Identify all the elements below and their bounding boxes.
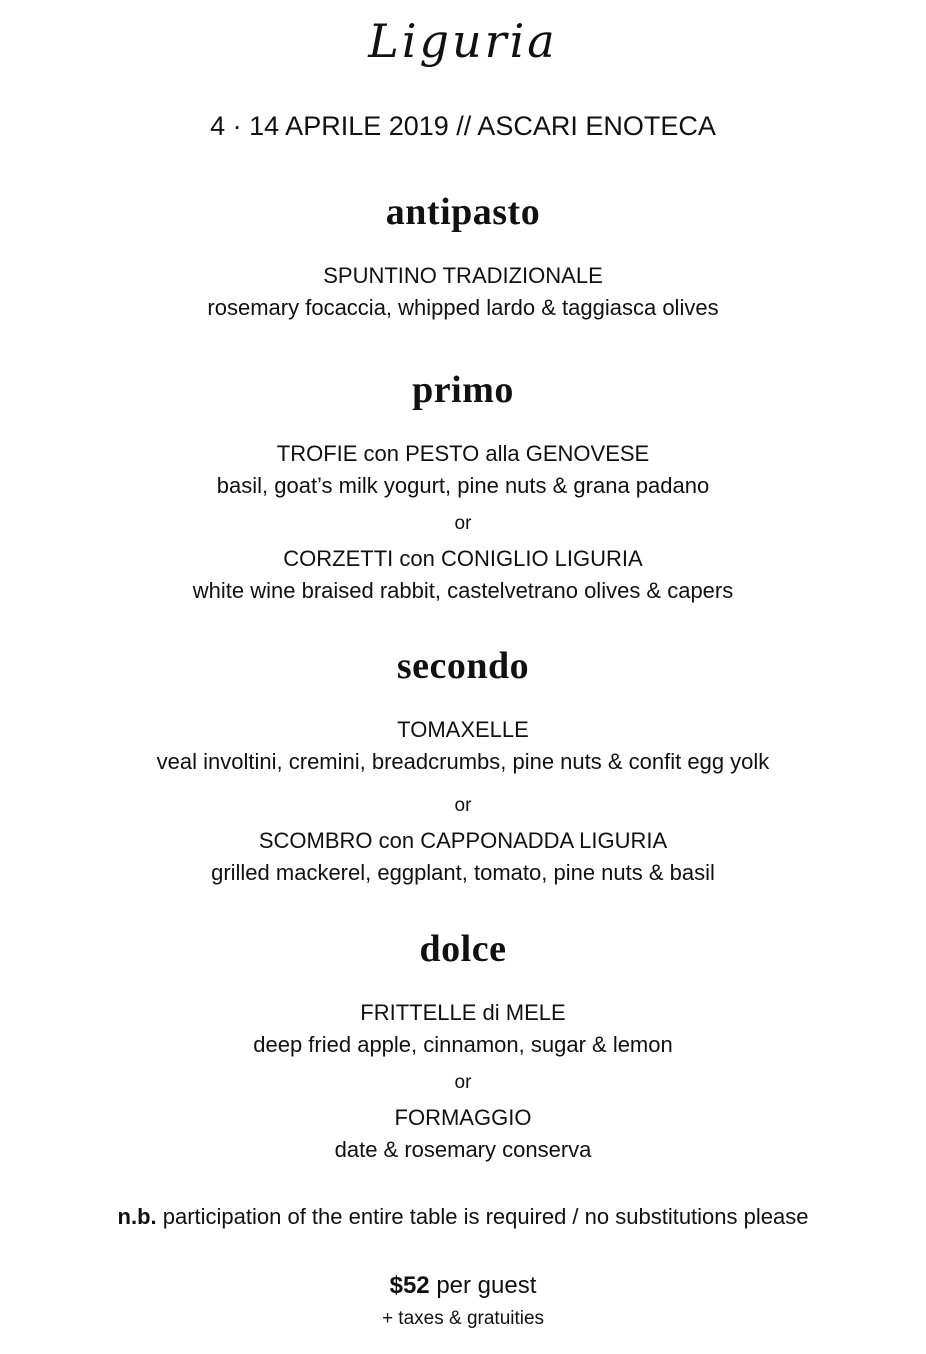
dish-description: white wine braised rabbit, castelvetrano olives & capers <box>192 578 734 603</box>
course-heading: antipasto <box>385 191 541 233</box>
dish-title: SCOMBRO con CAPPONADDA LIGURIA <box>258 828 668 853</box>
dish-description: grilled mackerel, eggplant, tomato, pine nuts & basil <box>211 860 715 885</box>
price-line <box>0 1274 926 1298</box>
or-separator: or <box>454 1072 472 1093</box>
dish-description: date & rosemary conserva <box>334 1137 592 1162</box>
dish-description: rosemary focaccia, whipped lardo & taggiasca olives <box>207 295 719 320</box>
dish-title: CORZETTI con CONIGLIO LIGURIA <box>283 546 643 571</box>
price-unit: per guest <box>429 1272 537 1299</box>
dish-title: FORMAGGIO <box>394 1105 532 1130</box>
course-heading: dolce <box>419 928 507 970</box>
or-separator: or <box>454 513 472 534</box>
note-text: participation of the entire table is required / no substitutions please <box>156 1204 809 1229</box>
dish-description: deep fried apple, cinnamon, sugar & lemon <box>253 1032 673 1057</box>
dish-title: TROFIE con PESTO alla GENOVESE <box>276 441 650 466</box>
event-subtitle: 4 · 14 APRILE 2019 // ASCARI ENOTECA <box>210 111 716 141</box>
dish-description: basil, goat’s milk yogurt, pine nuts & grana padano <box>216 473 710 498</box>
dish-description: veal involtini, cremini, breadcrumbs, pine nuts & confit egg yolk <box>156 749 770 774</box>
participation-note <box>0 1206 926 1228</box>
course-heading: secondo <box>396 645 530 687</box>
or-separator: or <box>454 795 472 816</box>
price-amount: $52 <box>389 1272 430 1299</box>
dish-title: TOMAXELLE <box>397 717 529 742</box>
dish-title: SPUNTINO TRADIZIONALE <box>323 263 603 288</box>
dish-title: FRITTELLE di MELE <box>360 1000 566 1025</box>
tax-note: + taxes & gratuities <box>381 1308 545 1329</box>
course-heading: primo <box>412 369 514 411</box>
menu-title: Liguria <box>368 14 558 68</box>
note-label: n.b. <box>117 1204 157 1229</box>
